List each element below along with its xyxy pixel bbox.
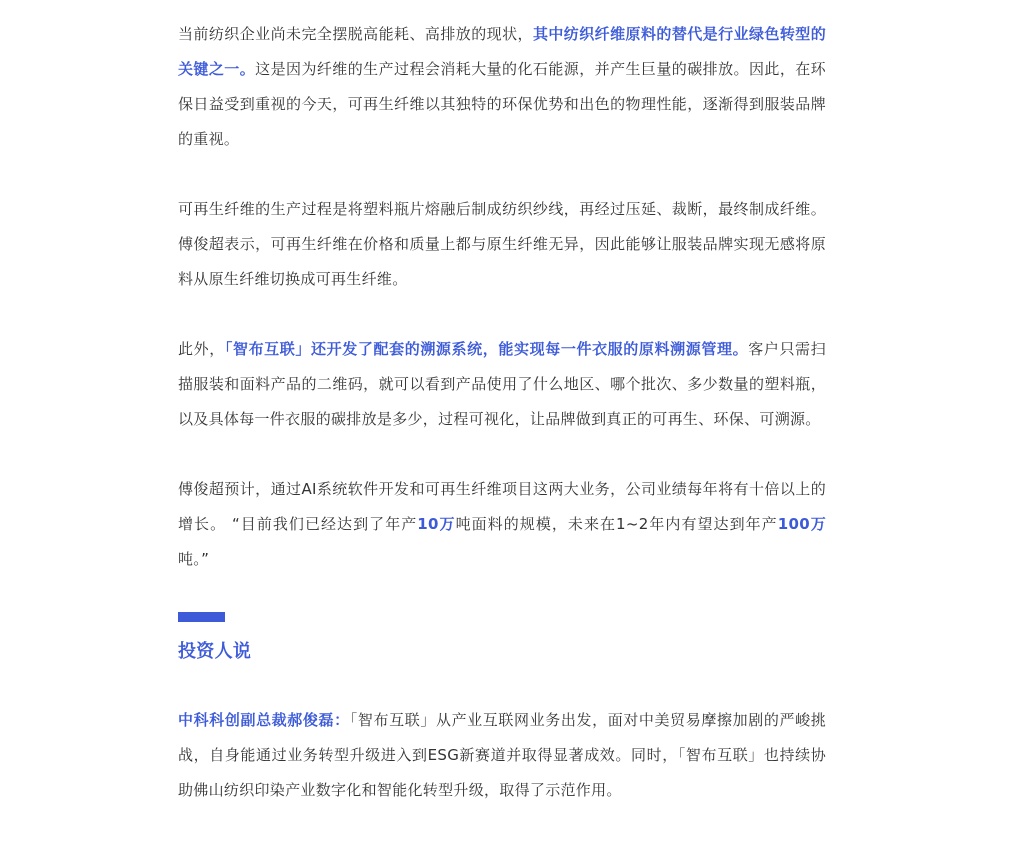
highlight-text: 其中纺织纤维原料的替代是行业绿色转型的关键之一。 — [178, 25, 827, 78]
paragraph-text: 吨。” — [178, 550, 210, 568]
paragraph-green-transition — [178, 17, 826, 157]
speaker-name: 中科科创副总裁郝俊磊： — [178, 711, 350, 729]
paragraph-text: 傅俊超预计，通过AI系统软件开发和可再生纤维项目这两大业务，公司业绩每年将有十倍以上的增长。 “目前我们已经达到了年产 — [178, 480, 826, 533]
paragraph-traceability — [178, 332, 826, 437]
paragraph-text: 吨面料的规模，未来在1~2年内有望达到年产 — [455, 515, 778, 533]
paragraph-text: 可再生纤维的生产过程是将塑料瓶片熔融后制成纺织纱线，再经过压延、裁断，最终制成纤维。傅俊超表示，可再生纤维在价格和质量上都与原生纤维无异，因此能够让服装品牌实现无感将原料从原生纤维切换成可再生纤维。 — [178, 200, 826, 288]
section-accent-bar — [178, 612, 225, 622]
paragraph-production-process — [178, 192, 826, 297]
paragraph-text: 当前纺织企业尚未完全摆脱高能耗、高排放的现状， — [178, 25, 533, 43]
highlight-text: 「智布互联」还开发了配套的溯源系统，能实现每一件衣服的原料溯源管理。 — [224, 340, 749, 358]
highlight-number: 10万 — [417, 515, 456, 533]
paragraph-text: 此外， — [178, 340, 225, 358]
paragraph-text: 这是因为纤维的生产过程会消耗大量的化石能源，并产生巨量的碳排放。因此，在环保日益受到重视的今天，可再生纤维以其独特的环保优势和出色的物理性能，逐渐得到服装品牌的重视。 — [178, 60, 826, 148]
section-title: 投资人说 — [178, 641, 252, 662]
highlight-number: 100万 — [777, 515, 826, 533]
paragraph-text: 客户只需扫描服装和面料产品的二维码，就可以看到产品使用了什么地区、哪个批次、多少数量的塑料瓶，以及具体每一件衣服的碳排放是多少，过程可视化，让品牌做到真正的可再生、环保、可溯源。 — [178, 340, 826, 428]
paragraph-text: 「智布互联」从产业互联网业务出发，面对中美贸易摩擦加剧的严峻挑战，自身能通过业务转型升级进入到ESG新赛道并取得显著成效。同时，「智布互联」也持续协助佛山纺织印染产业数字化和智能化转型升级，取得了示范作用。 — [178, 711, 826, 799]
article-body — [178, 17, 826, 843]
paragraph-growth-forecast — [178, 472, 826, 577]
paragraph-investor-comment — [178, 703, 826, 808]
